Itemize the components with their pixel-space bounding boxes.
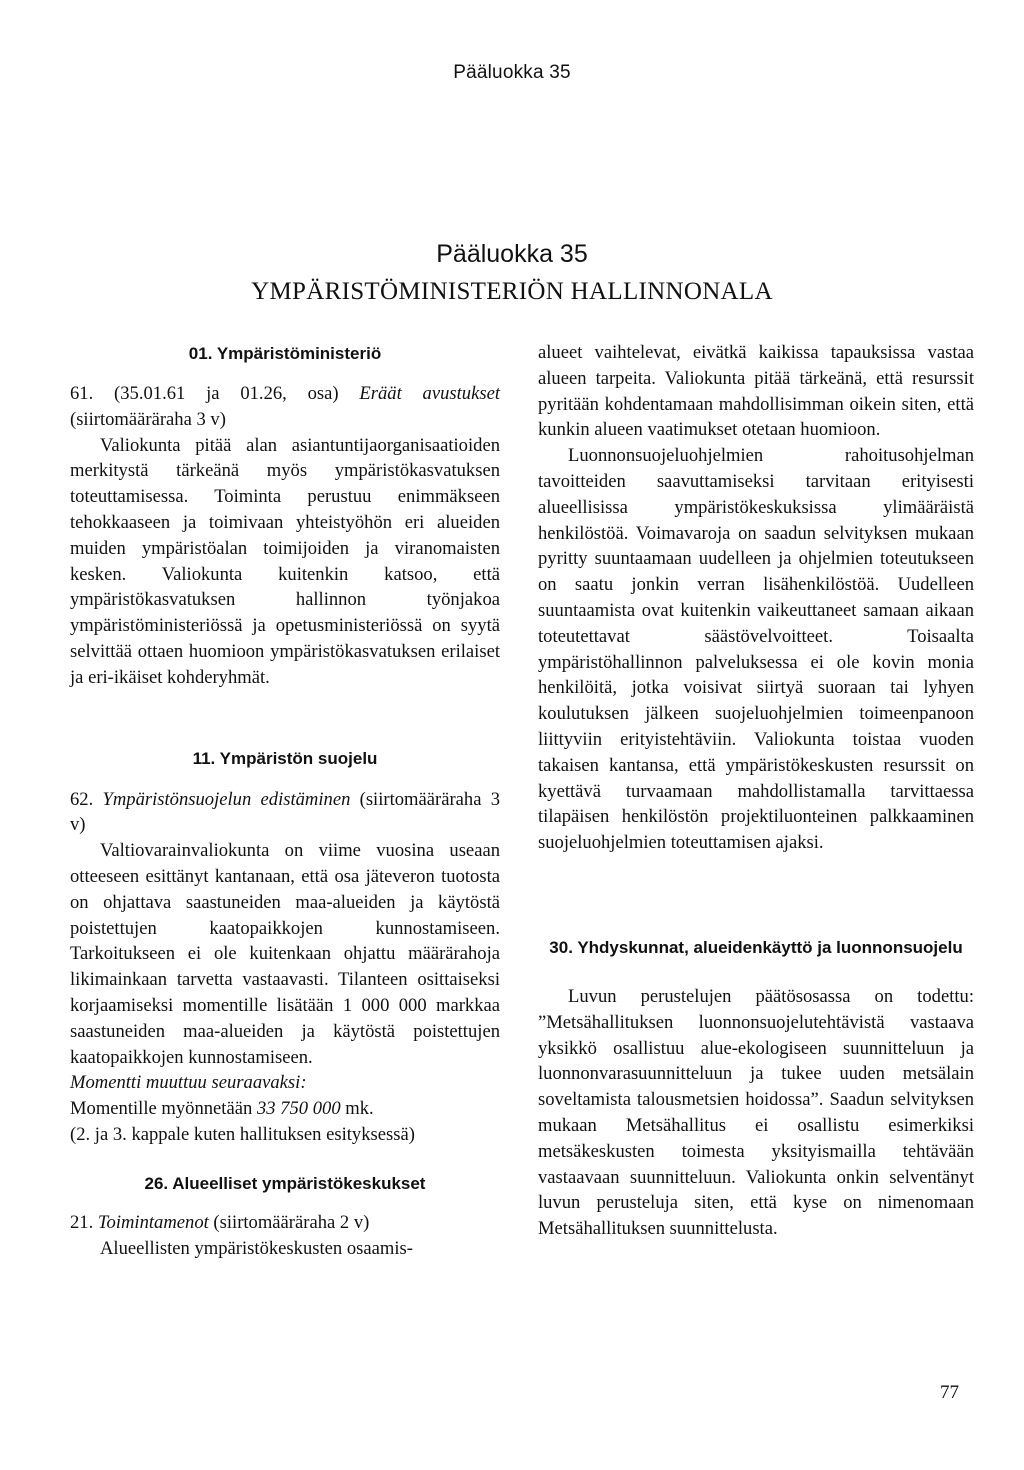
heading-11: 11. Ympäristön suojelu [192, 748, 378, 768]
left-column [70, 340, 500, 1261]
item-61-heading: 61. (35.01.61 ja 01.26, osa) Eräät avustukset (siirtomääräraha 3 v) [70, 383, 500, 430]
amendment-note: (2. ja 3. kappale kuten hallituksen esityksessä) [70, 1123, 415, 1145]
running-head: Pääluokka 35 [453, 62, 571, 83]
amendment-label: Momentti muuttuu seuraavaksi: [70, 1072, 307, 1094]
heading-01: 01. Ympäristöministeriö [188, 344, 382, 363]
heading-30: 30. Yhdyskunnat, alueidenkäyttö ja luonnonsuojelu [549, 937, 963, 957]
paragraph-luonnonsuojelu: Luonnonsuojeluohjelmien rahoitusohjelman tavoitteiden saavuttamiseksi tarvitaan erityisesti alueellisissa ympäristökeskuksissa ylimääräistä henkilöstöä. Voimavaroja on saadun selvityksen mukaan pyritty suuntaamaan uudelleen ja ohjelmien toteutukseen on saatu jonkin verran lisähenkilöstöä. Uudelleen suuntaamista ovat kuitenkin vaikeuttaneet samaan aikaan toteutettavat säästövelvoitteet. Toisaalta ympäristöhallinnon palveluksessa ei ole kovin monia henkilöitä, jotka voisivat siirtyä suoraan tai lyhyen koulutuksen jälkeen suojeluohjelmien toimeenpanoon liittyviin erityistehtäviin. Valiokunta toistaa vuoden takaisen kantansa, että ympäristökeskusten resurssit on kyettävä turvaamaan mahdollistamalla tarvittaessa tilapäisen henkilöstön projektiluonteinen palkkaaminen suojeluohjelmien toteuttamisen ajaksi. [538, 445, 974, 854]
paragraph-30: Luvun perustelujen päätösosassa on todettu: ”Metsähallituksen luonnonsuojelutehtävistä vastaava yksikkö osallistuu alue-ekologiseen suunnitteluun ja luonnonvarasuunnitteluun ja tukee uuden metsälain soveltamista talousmetsien hoidossa”. Saadun selvityksen mukaan Metsähallitus ei osallistu esimerkiksi metsäkeskusten toimesta yksityismailla tehtävään vastaavaan suunnitteluun. Valiokunta onkin selventänyt luvun perusteluja siten, että kyse on nimenomaan Metsähallituksen suunnittelusta. [538, 985, 974, 1240]
paragraph-61: Valiokunta pitää alan asiantuntijaorganisaatioiden merkitystä tärkeänä myös ympäristökasvatuksen toteuttamisessa. Toiminta perustuu enimmäkseen tehokkaaseen ja toimivaan yhteistyöhön eri alueiden muiden ympäristöalan toimijoiden ja viranomaisten kesken. Valiokunta kuitenkin katsoo, että ympäristökasvatuksen hallinnon työnjakoa ympäristöministeriössä ja opetusministeriössä on syytä selvittää ottaen huomioon ympäristökasvatuksen erilaiset ja eri-ikäiset kohderyhmät. [70, 434, 500, 688]
paragraph-21: Alueellisten ympäristökeskusten osaamis- [100, 1237, 413, 1259]
ministry-title: YMPÄRISTÖMINISTERIÖN HALLINNONALA [251, 278, 773, 305]
page-number: 77 [940, 1382, 959, 1403]
item-62-heading: 62. Ympäristönsuojelun edistäminen (siirtomääräraha 3 v) [70, 788, 500, 836]
title-block [0, 236, 1024, 312]
paragraph-62: Valtiovarainvaliokunta on viime vuosina useaan otteeseen esittänyt kantanaan, että osa jäteveron tuotosta on ohjattava saastuneiden maa-alueiden ja käytöstä poistettujen kaatopaikkojen kunnostamiseen. Tarkoitukseen ei ole kuitenkaan ohjattu määrärahoja likimainkaan tarvetta vastaavasti. Tilanteen osittaiseksi korjaamiseksi momentille lisätään 1 000 000 markkaa saastuneiden maa-alueiden ja käytöstä poistettujen kaatopaikkojen kunnostamiseen. [70, 840, 500, 1068]
item-21-heading: 21. Toimintamenot (siirtomääräraha 2 v) [70, 1211, 370, 1233]
right-column [538, 340, 974, 1242]
amendment-text: Momentille myönnetään 33 750 000 mk. [70, 1098, 374, 1120]
paragraph-21-continued: alueet vaihtelevat, eivätkä kaikissa tapauksissa vastaa alueen tarpeita. Valiokunta pitää tärkeänä, että resurssit pyritään kohdentamaan mahdollisimman oikein siten, että kunkin alueen vaatimukset otetaan huomioon. [538, 342, 974, 441]
heading-26: 26. Alueelliset ympäristökeskukset [144, 1173, 426, 1193]
main-class-title: Pääluokka 35 [436, 240, 588, 268]
amendment [70, 1070, 500, 1147]
